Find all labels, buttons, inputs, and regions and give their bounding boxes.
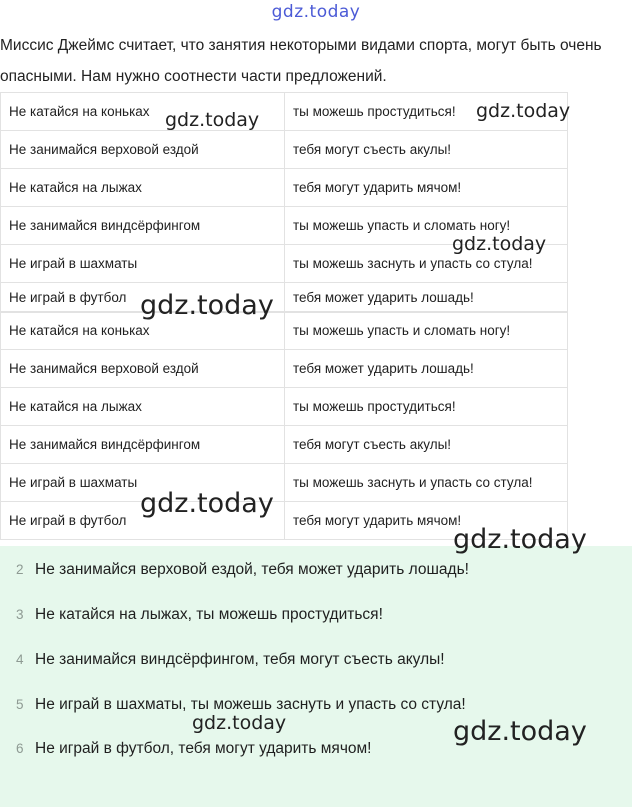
table-row <box>1 464 568 502</box>
site-header <box>0 0 632 28</box>
table-row <box>1 283 568 313</box>
list-item <box>0 738 632 760</box>
table-row <box>1 426 568 464</box>
answer-text: Не играй в футбол, тебя могут ударить мячом! <box>35 740 372 757</box>
table-cell-right: тебя могут съесть акулы! <box>285 131 568 169</box>
table-cell-left: Не катайся на лыжах <box>1 388 285 426</box>
table-cell-right: тебя могут съесть акулы! <box>285 426 568 464</box>
answer-number: 5 <box>16 697 24 712</box>
watermark: gdz.today <box>476 100 571 122</box>
list-item <box>0 649 632 671</box>
watermark: gdz.today <box>453 524 587 555</box>
answer-number: 4 <box>16 652 24 667</box>
table-cell-right: ты можешь упасть и сломать ногу! <box>285 207 568 245</box>
table-cell-left: Не занимайся верховой ездой <box>1 131 285 169</box>
watermark: gdz.today <box>452 233 547 255</box>
table-cell-left: Не играй в шахматы <box>1 245 285 283</box>
watermark: gdz.today <box>453 716 587 747</box>
list-item <box>0 694 632 716</box>
table-row <box>1 245 568 283</box>
table-row <box>1 169 568 207</box>
answer-text: Не играй в шахматы, ты можешь заснуть и упасть со стула! <box>35 696 466 713</box>
watermark: gdz.today <box>140 488 274 519</box>
table-cell-left: Не играй в футбол <box>1 502 285 540</box>
table-cell-right: тебя может ударить лошадь! <box>285 350 568 388</box>
list-item <box>0 604 632 626</box>
table-cell-right: ты можешь заснуть и упасть со стула! <box>285 245 568 283</box>
answer-number: 3 <box>16 607 24 622</box>
table-cell-right: тебя может ударить лошадь! <box>285 283 568 313</box>
watermark: gdz.today <box>192 712 287 734</box>
table-cell-left: Не играй в футбол <box>1 283 285 313</box>
table-row <box>1 207 568 245</box>
answer-number: 2 <box>16 562 24 577</box>
table-row <box>1 131 568 169</box>
watermark: gdz.today <box>165 109 260 131</box>
list-item <box>0 559 632 581</box>
table-row <box>1 312 568 350</box>
table-row <box>1 350 568 388</box>
matching-table-solved <box>0 311 568 540</box>
table-cell-right: ты можешь простудиться! <box>285 93 568 131</box>
intro-text: Миссис Джеймс считает, что занятия некоторыми видами спорта, могут быть очень опасными. Нам нужно соотнести части предложений. <box>0 37 602 85</box>
matching-table-unsolved <box>0 92 571 313</box>
table-cell-left: Не катайся на лыжах <box>1 169 285 207</box>
table-cell-left: Не катайся на коньках <box>1 312 285 350</box>
table-cell-left: Не играй в шахматы <box>1 464 285 502</box>
table-row <box>1 388 568 426</box>
table-cell-right: ты можешь заснуть и упасть со стула! <box>285 464 568 502</box>
site-logo-link[interactable]: gdz.today <box>271 2 361 22</box>
answer-text: Не катайся на лыжах, ты можешь простудиться! <box>35 606 383 623</box>
table-cell-left: Не катайся на коньках <box>1 93 285 131</box>
table-cell-left: Не занимайся виндсёрфингом <box>1 207 285 245</box>
answer-number: 6 <box>16 741 24 756</box>
table-cell-right: тебя могут ударить мячом! <box>285 169 568 207</box>
answer-text: Не занимайся виндсёрфингом, тебя могут съесть акулы! <box>35 651 445 668</box>
table-cell-left: Не занимайся верховой ездой <box>1 350 285 388</box>
table-row <box>1 502 568 540</box>
table-row <box>1 93 568 131</box>
answer-text: Не занимайся верховой ездой, тебя может ударить лошадь! <box>35 561 469 578</box>
watermark: gdz.today <box>140 290 274 321</box>
table-cell-left: Не занимайся виндсёрфингом <box>1 426 285 464</box>
table-cell-right: ты можешь простудиться! <box>285 388 568 426</box>
table-cell-right: ты можешь упасть и сломать ногу! <box>285 312 568 350</box>
answers-block <box>0 546 632 807</box>
table-cell-right: тебя могут ударить мячом! <box>285 502 568 540</box>
